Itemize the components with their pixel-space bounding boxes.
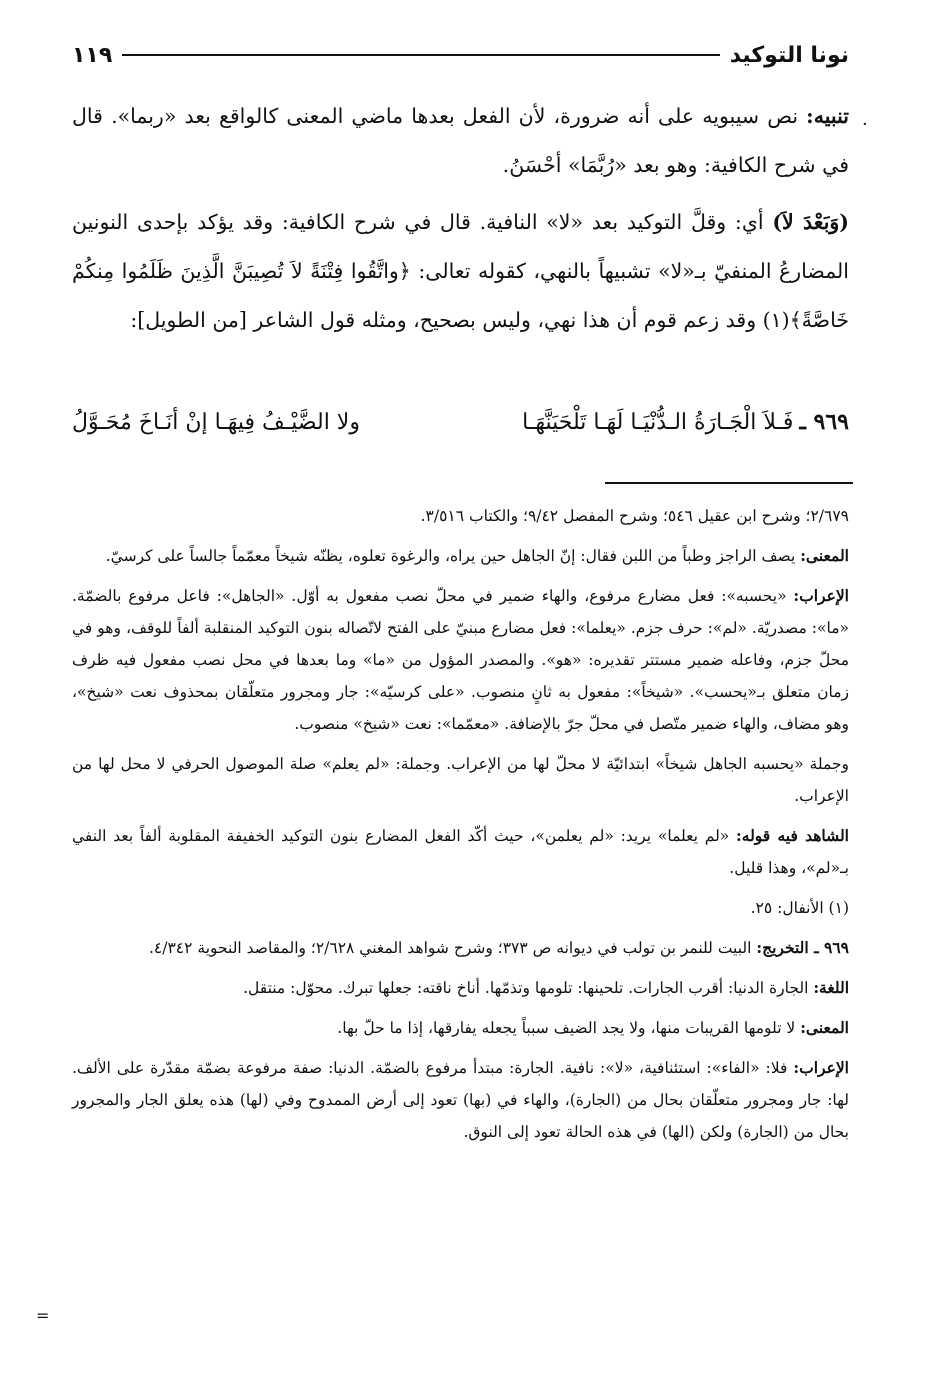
footnote-label: الإعراب: <box>793 586 849 605</box>
main-text <box>72 92 849 353</box>
footnote-label: اللغة: <box>813 978 849 997</box>
footnote-label: المعنى: <box>800 1018 849 1037</box>
margin-mark: = <box>36 1306 50 1325</box>
footnote-language: اللغة: الجارة الدنيا: أقرب الجارات. تلحينها: تلومها وتذمّها. أناخ ناقته: جعلها تبرك. محوّل: منتقل. <box>243 978 849 997</box>
footnote-sources: ٩٦٩ ـ التخريج: البيت للنمر بن تولب في ديوانه ص ٣٧٣؛ وشرح شواهد المغني ٢/٦٢٨؛ والمقاصد النحوية ٤/٣٤٢. <box>148 938 849 957</box>
page-header <box>72 38 849 72</box>
verse-second-hemistich: ولا الضَّيْـفُ فِيهَـا إنْ أنَـاخَ مُحَـوَّلُ <box>72 409 360 435</box>
footnote-separator <box>605 482 853 484</box>
footnote-meaning: المعنى: يصف الراجز وطباً من اللبن فقال: إنّ الجاهل حين يراه، والرغوة تعلوه، يظنّه شيخاً معمّماً جالساً على كرسيّ. <box>105 546 849 565</box>
commentary-paragraph <box>72 198 849 345</box>
note-paragraph <box>72 92 849 190</box>
footnote-references: ٢/٦٧٩؛ وشرح ابن عقيل ٥٤٦؛ وشرح المفصل ٩/٤٢؛ والكتاب ٣/٥١٦. <box>420 507 849 525</box>
note-label: تنبيه: <box>806 104 849 128</box>
footnotes <box>72 500 849 1156</box>
verse-first-hemistich: فَـلاَ الْجَـارَةُ الـدُّنْيَـا لَهَـا تَلْحَيَنَّهَـا <box>522 409 794 435</box>
note-text: نص سيبويه على أنه ضرورة، لأن الفعل بعدها ماضي المعنى كالواقع بعد «ربما». قال في شرح الكافية: وهو بعد «رُبَّمَا» أحْسَنُ. <box>72 104 849 177</box>
footnote-label: المعنى: <box>800 546 849 565</box>
footnote-label: الإعراب: <box>793 1058 849 1077</box>
footnote-quran-ref: (١) الأنفال: ٢٥. <box>750 899 849 917</box>
verse-number: ٩٦٩ ـ <box>799 409 849 435</box>
poetry-verse <box>72 398 849 446</box>
footnote-verse-parsing: الإعراب: فلا: «الفاء»: استئنافية، «لا»: نافية. الجارة: مبتدأ مرفوع بالضمّة. الدنيا: صفة مرفوعة بضمّة مقدّرة على الألف. لها: جار ومجرور متعلّقان بحال من (الجارة)، والهاء في (بها) تعود إلى أرض الممدوح وفي (لها) هذه يعلق الجار والمجرور بحال من (الجارة) ولكن (الها) في هذه الحالة تعود إلى النوق. <box>72 1058 850 1141</box>
verse-heading: (وَبَعْدَ لاَ) <box>772 210 850 234</box>
footnote-label: الشاهد فيه قوله: <box>736 826 849 845</box>
header-rule <box>122 54 719 56</box>
footnote-parsing: الإعراب: «يحسبه»: فعل مضارع مرفوع، والهاء ضمير في محلّ نصب مفعول به أوّل. «الجاهل»: فاعل مرفوع بالضمّة. «ما»: مصدريّة. «لم»: حرف جزم. «يعلما»: فعل مضارع مبنيّ على الفتح لاتّصاله بنون التوكيد المنقلبة ألفاً للوقف، وهو في محلّ جزم، وفاعله ضمير مستتر تقديره: «هو». والمصدر المؤول من «ما» وما بعدها في محل نصب مفعول فيه ظرف زمان متعلق بـ«يحسب». «شيخاً»: مفعول به ثانٍ منصوب. «على كرسيّه»: جار ومجرور متعلّقان بمحذوف نعت «شيخ»، وهو مضاف، والهاء ضمير متّصل في محلّ جرّ بالإضافة. «معمّما»: نعت «شيخ» منصوب. <box>72 586 849 733</box>
commentary-text: أي: وقلَّ التوكيد بعد «لا» النافية. قال في شرح الكافية: وقد يؤكد بإحدى النونين المضارعُ المنفيّ بـ«لا» تشبيهاً بالنهي، كقوله تعالى: ﴿واتَّقُوا فِتْنَةً لاَ تُصِيبَنَّ الَّذِينَ ظَلَمُوا مِنكُمْ خَاصَّةً﴾(١) وقد زعم قوم أن هذا نهي، وليس بصحيح، ومثله قول الشاعر [من الطويل]: <box>72 210 849 332</box>
margin-dot: · <box>862 114 868 135</box>
page-number: ١١٩ <box>72 42 113 68</box>
running-title: نونا التوكيد <box>729 42 849 68</box>
footnote-evidence: الشاهد فيه قوله: «لم يعلما» يريد: «لم يعلمن»، حيث أكّد الفعل المضارع بنون التوكيد الخفيفة المقلوبة ألفاً بعد النفي بـ«لم»، وهذا قليل. <box>72 826 849 877</box>
footnote-sentences: وجملة «يحسبه الجاهل شيخاً» ابتدائيّة لا محلّ لها من الإعراب. وجملة: «لم يعلم» صلة الموصول الحرفي لا محل لها من الإعراب. <box>72 755 849 805</box>
footnote-label: ٩٦٩ ـ التخريج: <box>756 938 849 957</box>
footnote-verse-meaning: المعنى: لا تلومها القريبات منها، ولا يجد الضيف سبباً يجعله يفارقها، إذا ما حلّ بها. <box>337 1018 849 1037</box>
